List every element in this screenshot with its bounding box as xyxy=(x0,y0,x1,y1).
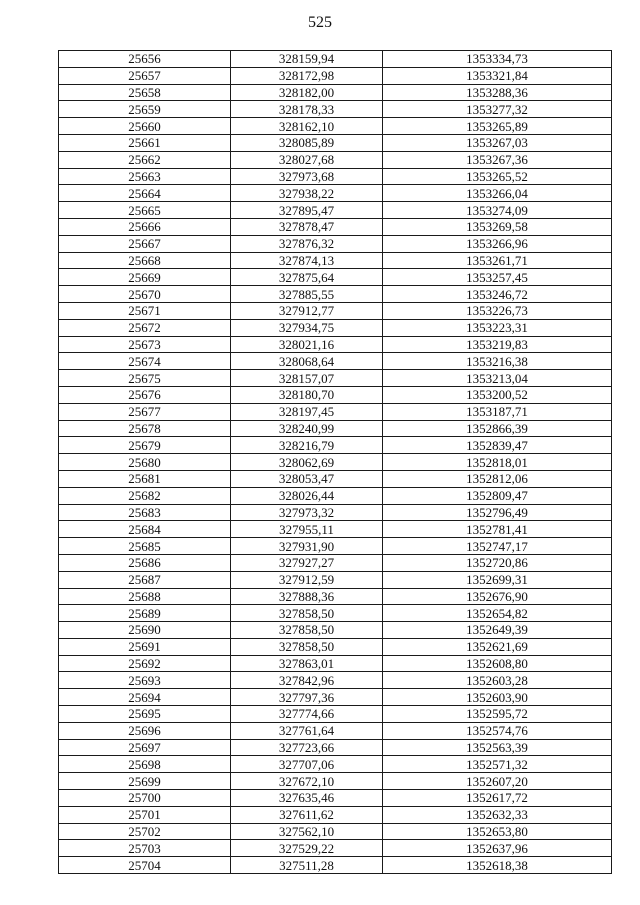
y-coordinate-cell: 1352654,82 xyxy=(383,605,612,622)
table-row xyxy=(59,454,612,471)
point-number-cell: 25680 xyxy=(59,454,231,471)
y-coordinate-cell: 1352747,17 xyxy=(383,538,612,555)
y-coordinate-cell: 1352607,20 xyxy=(383,773,612,790)
x-coordinate-cell: 328182,00 xyxy=(231,84,383,101)
table-row xyxy=(59,134,612,151)
point-number-cell: 25656 xyxy=(59,51,231,68)
x-coordinate-cell: 328062,69 xyxy=(231,454,383,471)
y-coordinate-cell: 1353246,72 xyxy=(383,286,612,303)
x-coordinate-cell: 327912,77 xyxy=(231,302,383,319)
x-coordinate-cell: 327912,59 xyxy=(231,571,383,588)
x-coordinate-cell: 327858,50 xyxy=(231,622,383,639)
x-coordinate-cell: 327672,10 xyxy=(231,773,383,790)
point-number-cell: 25659 xyxy=(59,101,231,118)
x-coordinate-cell: 328021,16 xyxy=(231,336,383,353)
page-number: 525 xyxy=(308,14,332,31)
x-coordinate-cell: 328053,47 xyxy=(231,470,383,487)
x-coordinate-cell: 327858,50 xyxy=(231,605,383,622)
y-coordinate-cell: 1353200,52 xyxy=(383,386,612,403)
table-row xyxy=(59,118,612,135)
x-coordinate-cell: 327973,32 xyxy=(231,504,383,521)
table-row xyxy=(59,336,612,353)
x-coordinate-cell: 327611,62 xyxy=(231,806,383,823)
table-row xyxy=(59,470,612,487)
x-coordinate-cell: 328216,79 xyxy=(231,437,383,454)
x-coordinate-cell: 327934,75 xyxy=(231,319,383,336)
y-coordinate-cell: 1352632,33 xyxy=(383,806,612,823)
x-coordinate-cell: 328068,64 xyxy=(231,353,383,370)
x-coordinate-cell: 327774,66 xyxy=(231,706,383,723)
y-coordinate-cell: 1353226,73 xyxy=(383,302,612,319)
x-coordinate-cell: 327707,06 xyxy=(231,756,383,773)
table-row xyxy=(59,672,612,689)
point-number-cell: 25694 xyxy=(59,689,231,706)
point-number-cell: 25660 xyxy=(59,118,231,135)
x-coordinate-cell: 327874,13 xyxy=(231,252,383,269)
point-number-cell: 25668 xyxy=(59,252,231,269)
y-coordinate-cell: 1352839,47 xyxy=(383,437,612,454)
y-coordinate-cell: 1353266,04 xyxy=(383,185,612,202)
point-number-cell: 25690 xyxy=(59,622,231,639)
y-coordinate-cell: 1352574,76 xyxy=(383,722,612,739)
point-number-cell: 25682 xyxy=(59,487,231,504)
x-coordinate-cell: 327927,27 xyxy=(231,554,383,571)
y-coordinate-cell: 1353267,03 xyxy=(383,134,612,151)
point-number-cell: 25687 xyxy=(59,571,231,588)
y-coordinate-cell: 1352621,69 xyxy=(383,638,612,655)
x-coordinate-cell: 327888,36 xyxy=(231,588,383,605)
point-number-cell: 25700 xyxy=(59,790,231,807)
table-row xyxy=(59,403,612,420)
point-number-cell: 25685 xyxy=(59,538,231,555)
table-row xyxy=(59,622,612,639)
y-coordinate-cell: 1352720,86 xyxy=(383,554,612,571)
y-coordinate-cell: 1352796,49 xyxy=(383,504,612,521)
point-number-cell: 25667 xyxy=(59,235,231,252)
point-number-cell: 25661 xyxy=(59,134,231,151)
y-coordinate-cell: 1352653,80 xyxy=(383,823,612,840)
table-row xyxy=(59,655,612,672)
y-coordinate-cell: 1352563,39 xyxy=(383,739,612,756)
y-coordinate-cell: 1353261,71 xyxy=(383,252,612,269)
table-row xyxy=(59,840,612,857)
y-coordinate-cell: 1352603,90 xyxy=(383,689,612,706)
point-number-cell: 25686 xyxy=(59,554,231,571)
table-row xyxy=(59,823,612,840)
point-number-cell: 25695 xyxy=(59,706,231,723)
y-coordinate-cell: 1352676,90 xyxy=(383,588,612,605)
point-number-cell: 25691 xyxy=(59,638,231,655)
table-row xyxy=(59,386,612,403)
coordinates-table xyxy=(58,50,612,874)
y-coordinate-cell: 1352699,31 xyxy=(383,571,612,588)
table-row xyxy=(59,605,612,622)
point-number-cell: 25697 xyxy=(59,739,231,756)
point-number-cell: 25683 xyxy=(59,504,231,521)
x-coordinate-cell: 328026,44 xyxy=(231,487,383,504)
x-coordinate-cell: 327938,22 xyxy=(231,185,383,202)
y-coordinate-cell: 1353213,04 xyxy=(383,370,612,387)
y-coordinate-cell: 1353219,83 xyxy=(383,336,612,353)
x-coordinate-cell: 328027,68 xyxy=(231,151,383,168)
y-coordinate-cell: 1352603,28 xyxy=(383,672,612,689)
table-row xyxy=(59,420,612,437)
table-row xyxy=(59,269,612,286)
x-coordinate-cell: 327878,47 xyxy=(231,218,383,235)
table-row xyxy=(59,588,612,605)
table-row xyxy=(59,739,612,756)
x-coordinate-cell: 328178,33 xyxy=(231,101,383,118)
table-row xyxy=(59,218,612,235)
point-number-cell: 25701 xyxy=(59,806,231,823)
x-coordinate-cell: 327875,64 xyxy=(231,269,383,286)
x-coordinate-cell: 328172,98 xyxy=(231,67,383,84)
table-row xyxy=(59,437,612,454)
x-coordinate-cell: 328157,07 xyxy=(231,370,383,387)
x-coordinate-cell: 327895,47 xyxy=(231,202,383,219)
point-number-cell: 25678 xyxy=(59,420,231,437)
point-number-cell: 25663 xyxy=(59,168,231,185)
point-number-cell: 25658 xyxy=(59,84,231,101)
x-coordinate-cell: 327529,22 xyxy=(231,840,383,857)
x-coordinate-cell: 327955,11 xyxy=(231,521,383,538)
table-row xyxy=(59,689,612,706)
y-coordinate-cell: 1352866,39 xyxy=(383,420,612,437)
table-row xyxy=(59,168,612,185)
point-number-cell: 25677 xyxy=(59,403,231,420)
table-row xyxy=(59,353,612,370)
point-number-cell: 25673 xyxy=(59,336,231,353)
y-coordinate-cell: 1352818,01 xyxy=(383,454,612,471)
table-row xyxy=(59,857,612,874)
table-row xyxy=(59,370,612,387)
point-number-cell: 25679 xyxy=(59,437,231,454)
y-coordinate-cell: 1352571,32 xyxy=(383,756,612,773)
y-coordinate-cell: 1353277,32 xyxy=(383,101,612,118)
table-row xyxy=(59,84,612,101)
y-coordinate-cell: 1352809,47 xyxy=(383,487,612,504)
x-coordinate-cell: 327562,10 xyxy=(231,823,383,840)
point-number-cell: 25698 xyxy=(59,756,231,773)
point-number-cell: 25669 xyxy=(59,269,231,286)
y-coordinate-cell: 1352649,39 xyxy=(383,622,612,639)
coordinates-table-body xyxy=(59,51,612,874)
table-row xyxy=(59,521,612,538)
point-number-cell: 25681 xyxy=(59,470,231,487)
x-coordinate-cell: 328162,10 xyxy=(231,118,383,135)
table-row xyxy=(59,638,612,655)
y-coordinate-cell: 1352812,06 xyxy=(383,470,612,487)
table-row xyxy=(59,67,612,84)
point-number-cell: 25665 xyxy=(59,202,231,219)
x-coordinate-cell: 328085,89 xyxy=(231,134,383,151)
table-row xyxy=(59,101,612,118)
y-coordinate-cell: 1353334,73 xyxy=(383,51,612,68)
point-number-cell: 25702 xyxy=(59,823,231,840)
x-coordinate-cell: 327842,96 xyxy=(231,672,383,689)
x-coordinate-cell: 327885,55 xyxy=(231,286,383,303)
point-number-cell: 25688 xyxy=(59,588,231,605)
x-coordinate-cell: 327973,68 xyxy=(231,168,383,185)
point-number-cell: 25671 xyxy=(59,302,231,319)
y-coordinate-cell: 1353269,58 xyxy=(383,218,612,235)
table-row xyxy=(59,286,612,303)
y-coordinate-cell: 1352618,38 xyxy=(383,857,612,874)
table-row xyxy=(59,722,612,739)
x-coordinate-cell: 328240,99 xyxy=(231,420,383,437)
point-number-cell: 25675 xyxy=(59,370,231,387)
table-row xyxy=(59,790,612,807)
table-row xyxy=(59,504,612,521)
point-number-cell: 25696 xyxy=(59,722,231,739)
y-coordinate-cell: 1353267,36 xyxy=(383,151,612,168)
point-number-cell: 25703 xyxy=(59,840,231,857)
table-row xyxy=(59,51,612,68)
x-coordinate-cell: 327511,28 xyxy=(231,857,383,874)
point-number-cell: 25704 xyxy=(59,857,231,874)
table-row xyxy=(59,538,612,555)
y-coordinate-cell: 1353265,89 xyxy=(383,118,612,135)
table-row xyxy=(59,202,612,219)
y-coordinate-cell: 1353266,96 xyxy=(383,235,612,252)
y-coordinate-cell: 1353223,31 xyxy=(383,319,612,336)
x-coordinate-cell: 327863,01 xyxy=(231,655,383,672)
table-row xyxy=(59,487,612,504)
point-number-cell: 25693 xyxy=(59,672,231,689)
table-row xyxy=(59,706,612,723)
point-number-cell: 25662 xyxy=(59,151,231,168)
point-number-cell: 25689 xyxy=(59,605,231,622)
table-row xyxy=(59,756,612,773)
x-coordinate-cell: 327761,64 xyxy=(231,722,383,739)
point-number-cell: 25666 xyxy=(59,218,231,235)
x-coordinate-cell: 327797,36 xyxy=(231,689,383,706)
point-number-cell: 25670 xyxy=(59,286,231,303)
table-row xyxy=(59,554,612,571)
y-coordinate-cell: 1353257,45 xyxy=(383,269,612,286)
table-row xyxy=(59,302,612,319)
y-coordinate-cell: 1353265,52 xyxy=(383,168,612,185)
y-coordinate-cell: 1353187,71 xyxy=(383,403,612,420)
y-coordinate-cell: 1353216,38 xyxy=(383,353,612,370)
x-coordinate-cell: 327723,66 xyxy=(231,739,383,756)
point-number-cell: 25657 xyxy=(59,67,231,84)
x-coordinate-cell: 328180,70 xyxy=(231,386,383,403)
point-number-cell: 25672 xyxy=(59,319,231,336)
y-coordinate-cell: 1353288,36 xyxy=(383,84,612,101)
point-number-cell: 25699 xyxy=(59,773,231,790)
y-coordinate-cell: 1353274,09 xyxy=(383,202,612,219)
table-row xyxy=(59,806,612,823)
x-coordinate-cell: 327931,90 xyxy=(231,538,383,555)
x-coordinate-cell: 328197,45 xyxy=(231,403,383,420)
table-row xyxy=(59,252,612,269)
y-coordinate-cell: 1352781,41 xyxy=(383,521,612,538)
point-number-cell: 25674 xyxy=(59,353,231,370)
table-row xyxy=(59,773,612,790)
x-coordinate-cell: 327858,50 xyxy=(231,638,383,655)
point-number-cell: 25664 xyxy=(59,185,231,202)
y-coordinate-cell: 1352595,72 xyxy=(383,706,612,723)
x-coordinate-cell: 328159,94 xyxy=(231,51,383,68)
point-number-cell: 25684 xyxy=(59,521,231,538)
point-number-cell: 25692 xyxy=(59,655,231,672)
table-row xyxy=(59,319,612,336)
y-coordinate-cell: 1352637,96 xyxy=(383,840,612,857)
point-number-cell: 25676 xyxy=(59,386,231,403)
y-coordinate-cell: 1352617,72 xyxy=(383,790,612,807)
table-row xyxy=(59,151,612,168)
y-coordinate-cell: 1352608,80 xyxy=(383,655,612,672)
y-coordinate-cell: 1353321,84 xyxy=(383,67,612,84)
table-row xyxy=(59,235,612,252)
x-coordinate-cell: 327876,32 xyxy=(231,235,383,252)
table-row xyxy=(59,571,612,588)
table-row xyxy=(59,185,612,202)
x-coordinate-cell: 327635,46 xyxy=(231,790,383,807)
